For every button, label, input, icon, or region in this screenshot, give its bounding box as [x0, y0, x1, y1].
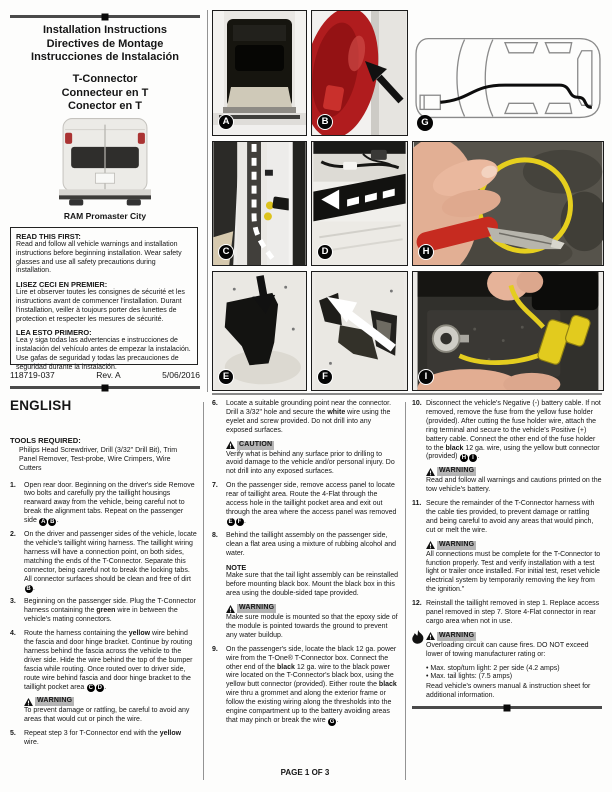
top-divider: [10, 15, 200, 18]
figure-reference-badge: G: [329, 718, 335, 725]
figure-g-diagram: [412, 10, 604, 136]
step-3: [10, 598, 197, 625]
divider-square: [504, 704, 511, 711]
divider-square: [102, 384, 109, 391]
step-number: 12.: [412, 600, 422, 608]
warning-text: Make sure module is mounted so that the epoxy side of the module is pointed towards the ground to prevent any water buildup.: [226, 614, 398, 639]
warning-text: Read and follow all warnings and cautions printed on the tow vehicle's battery.: [426, 477, 602, 494]
tools-required-body: Philips Head Screwdriver, Drill (3/32" Drill Bit), Trim Panel Remover, Test-probe, Wire Crimpers, Wire Cutters: [19, 446, 178, 472]
divider-square: [102, 13, 109, 20]
warning-block-routing: [24, 697, 197, 725]
step-text: Beginning on the passenger side. Plug the T-Connector harness containing the green wire in between the vehicle's mating connectors.: [24, 598, 196, 624]
tools-required-heading: TOOLS REQUIRED:: [10, 435, 81, 445]
caution-label: CAUTION: [239, 440, 273, 448]
figure-reference-badge: D: [97, 685, 102, 692]
note-text: Make sure that the tail light assembly can be reinstalled before mounting black box. Mount the black box in this area using the double-sided tape provided.: [226, 572, 398, 598]
read-first-heading: READ THIS FIRST:: [16, 232, 81, 241]
step-text: Locate a suitable grounding point near the connector. Drill a 3/32" hole and secure the white wire using the eyelet and screw provided. Do not drill into any exposed surfaces.: [226, 400, 392, 434]
warning-block-module: [226, 604, 398, 641]
product-spanish: Conector en T: [68, 100, 142, 112]
vehicle-caption: RAM Promaster City: [63, 211, 147, 221]
product-english: T-Connector: [72, 73, 138, 85]
warning-triangle-icon: [426, 541, 435, 549]
warning-label: WARNING: [439, 631, 475, 639]
title-english: Installation Instructions: [42, 24, 168, 36]
step-number: 2.: [10, 531, 16, 539]
title-french: Directives de Montage: [46, 37, 164, 50]
figure-reference-badge: H: [461, 454, 467, 461]
read-first-english: [16, 232, 192, 276]
warning-triangle-icon: [226, 605, 235, 613]
revision: Rev. A: [96, 370, 121, 380]
figure-reference-badge: I: [469, 454, 477, 462]
caution-block-drilling: [226, 441, 398, 478]
instructions-column-2: [212, 400, 398, 731]
van-rear-view-illustration: [57, 114, 153, 208]
caution-text: Verify what is behind any surface prior to drilling to avoid damage to the vehicle and/or personal injury. Do not drill into any exposed surfaces.: [226, 450, 395, 476]
figure-reference-badge: B: [26, 586, 31, 592]
warning-block-connections: [426, 541, 602, 595]
warning-text: All connections must be complete for the T-Connector to function properly. Test and verify installation with a test light or trailer once installed. For initial test, reset vehicle electrical system by temporarily removing the key from the ignition.": [426, 550, 601, 594]
warning-label: WARNING: [37, 697, 73, 705]
figure-reference-badge: B: [50, 518, 55, 525]
figure-reference-badge: E: [228, 519, 233, 526]
overload-warning-text: Overloading circuit can cause fires. DO NOT exceed lower of towing manufacturer rating or:: [426, 641, 589, 658]
figure-g-label: G: [417, 115, 433, 131]
step-11: [412, 500, 602, 536]
overload-bullet: • Max. tail lights: (7.5 amps): [426, 673, 513, 681]
overload-outro: Read vehicle's owners manual & instruction sheet for additional information.: [426, 683, 591, 700]
step-number: 1.: [10, 481, 16, 489]
figure-c-photo: [212, 141, 307, 266]
document-meta-row: [10, 370, 200, 380]
title-spanish: Instrucciones de Instalación: [31, 51, 179, 63]
step-number: 6.: [212, 400, 218, 407]
read-first-body: Lire et observer toutes les consignes de sécurité et les instructions avant de commencer l'installation. Durant l'installation, veiller à toujours porter des lunettes de protection et respecter les mesures de sécurité.: [16, 289, 185, 323]
step-8: [212, 532, 398, 559]
step-number: 5.: [10, 730, 16, 738]
step-6: [212, 400, 398, 436]
step-number: 9.: [212, 645, 218, 653]
read-first-heading: LISEZ CECI EN PREMIER:: [16, 280, 108, 290]
figure-b-photo: [311, 10, 408, 136]
figure-e-label: E: [218, 369, 234, 385]
warning-label: WARNING: [239, 604, 275, 612]
step-number: 10.: [412, 400, 422, 407]
header-column-separator: [207, 10, 208, 392]
step-5: [10, 730, 197, 748]
figure-a-label: A: [218, 114, 234, 130]
step-2: [10, 531, 197, 593]
page-number: PAGE 1 OF 3: [280, 768, 330, 777]
step-text: Behind the taillight assembly on the passenger side, clean a flat area using a mixture of rubbing alcohol and water.: [226, 531, 397, 557]
read-first-french: [16, 280, 192, 324]
product-title: [10, 73, 200, 114]
step-7: [212, 482, 398, 527]
warning-triangle-icon: [24, 698, 33, 706]
step-text: Secure the remainder of the T-Connector harness with the cable ties provided, to prevent damage or rattling and being careful to avoid any areas that would pinch, cut or melt the wire.: [426, 500, 595, 534]
figure-c-label: C: [218, 244, 234, 260]
flame-icon: [412, 630, 424, 644]
step-number: 4.: [10, 630, 16, 638]
step-text: Reinstall the taillight removed in step 1. Replace access panel removed in step 7. Store 4-Flat connector in rear cargo area when not in use.: [426, 600, 600, 625]
step-4: [10, 630, 197, 692]
header-bottom-divider: [10, 386, 200, 389]
figure-a-photo: [212, 10, 307, 136]
column-separator: [405, 402, 406, 780]
step-number: 3.: [10, 598, 16, 606]
read-first-body: Read and follow all vehicle warnings and installation instructions before beginning installation. Wear safety glasses and use all safety precautions during installation.: [16, 241, 182, 275]
end-divider: [412, 706, 602, 709]
read-first-spanish: [16, 328, 192, 372]
warning-label: WARNING: [439, 540, 475, 548]
step-text: Repeat step 3 for T-Connector end with the yellow wire.: [24, 730, 182, 747]
figures-bottom-divider: [212, 393, 602, 395]
product-french: Connecteur en T: [61, 86, 149, 99]
instructions-column-3: [412, 400, 602, 701]
warning-block-battery: [426, 467, 602, 495]
fuse-holder-cutting-image: [413, 142, 603, 265]
step-number: 8.: [212, 531, 218, 539]
step-text: On the driver and passenger sides of the vehicle, locate the vehicle's taillight wiring harness. The taillight wiring harness will have a connection point, on both sides, matching the ends of the T-Connector. Separate this connector, being careful not to break the locking tabs. All connector surfaces should be clean and free of dirt B .: [24, 531, 197, 592]
note-label: NOTE: [226, 562, 247, 572]
wire-routing-diagram-image: [412, 10, 604, 136]
figure-i-label: I: [418, 369, 434, 385]
section-heading-english: ENGLISH: [10, 398, 72, 413]
step-text: Open rear door. Beginning on the driver's side Remove two bolts and carefully pry the taillight housings rearward away from the vehicle, being careful not to break the alignment tabs. Repeat on the passenger side A B .: [24, 481, 195, 525]
step-text: Route the harness containing the yellow wire behind the fascia and door hinge bracket. Continue by routing harness behind the fascia across the vehicle to the driver side. Hide the wire behind the top of the bumper fascia while routing. Once routed over to driver side, route wire behind fascia and door hinge bracket to the taillight pocket area C D .: [24, 630, 193, 692]
figure-reference-badge: F: [236, 518, 244, 526]
warning-text: To prevent damage or rattling, be careful to avoid any areas that would cut or pinch the wire.: [24, 707, 190, 724]
figure-i-photo: [412, 271, 604, 391]
step-1: [10, 482, 197, 527]
figure-b-label: B: [317, 114, 333, 130]
document-title: [10, 24, 200, 65]
battery-connection-image: [413, 272, 603, 390]
overload-warning-block: [426, 632, 602, 660]
figure-grid: [212, 10, 604, 391]
warning-label: WARNING: [439, 467, 475, 475]
vehicle-image: [57, 114, 153, 208]
read-first-body: Lea y siga todas las advertencias e instrucciones de instalación del vehículo antes de empezar la instalación. Use gafas de seguridad y todas las precauciones de seguridad durante la instalación.: [16, 337, 191, 371]
read-first-box: [10, 227, 198, 371]
part-number: 118719-037: [10, 370, 55, 380]
figure-h-photo: [412, 141, 604, 266]
figure-d-label: D: [317, 244, 333, 260]
figure-e-photo: [212, 271, 307, 391]
step-text: On the passenger's side, locate the black 12 ga. power wire from the T-One® T-Connector box. Connect the other end of the black 12 ga. wire to the black power wire located on the T-Connector's black box, using the yellow butt connector (provided). Either route the black wire thru a grommet and along the exterior frame or follow the existing wiring along the thresholds into the engine compartment up to the battery avoiding areas that may pinch or break the wire G .: [226, 645, 397, 725]
figure-reference-badge: C: [88, 685, 93, 692]
figure-f-photo: [311, 271, 408, 391]
overload-bullet: • Max. stop/turn light: 2 per side (4.2 amps): [426, 664, 560, 672]
figure-f-label: F: [317, 369, 333, 385]
date: 5/06/2016: [162, 370, 200, 380]
step-number: 11.: [412, 500, 422, 508]
warning-triangle-icon: [426, 632, 435, 640]
figure-d-photo: [311, 141, 408, 266]
step-text: On the passenger side, remove access panel to locate rear of taillight area. Route the 4-Flat through the access hole in the taillight pocket area and exit out through the area where the access panel was removed E F .: [226, 482, 397, 526]
step-9: [212, 646, 398, 726]
figure-reference-badge: A: [41, 518, 46, 525]
read-first-heading: LEA ESTO PRIMERO:: [16, 328, 92, 338]
step-number: 7.: [212, 482, 218, 490]
step-text: Disconnect the vehicle's Negative (-) battery cable. If not removed, remove the fuse from the yellow fuse holder (provided). After cutting the fuse holder wire, attach the ring terminal and secure to the vehicle's Positive (+) battery cable. Connect the other end of the fuse holder to the black 12 ga. wire, using the yellow butt connector (provided) H I .: [426, 400, 601, 461]
step-10: [412, 400, 602, 462]
note-block-black-box: [226, 564, 398, 600]
column-separator: [203, 402, 204, 780]
warning-triangle-icon: [226, 441, 235, 449]
warning-triangle-icon: [426, 468, 435, 476]
step-12: [412, 600, 602, 627]
instructions-column-1: [10, 398, 197, 753]
figure-h-label: H: [418, 244, 434, 260]
